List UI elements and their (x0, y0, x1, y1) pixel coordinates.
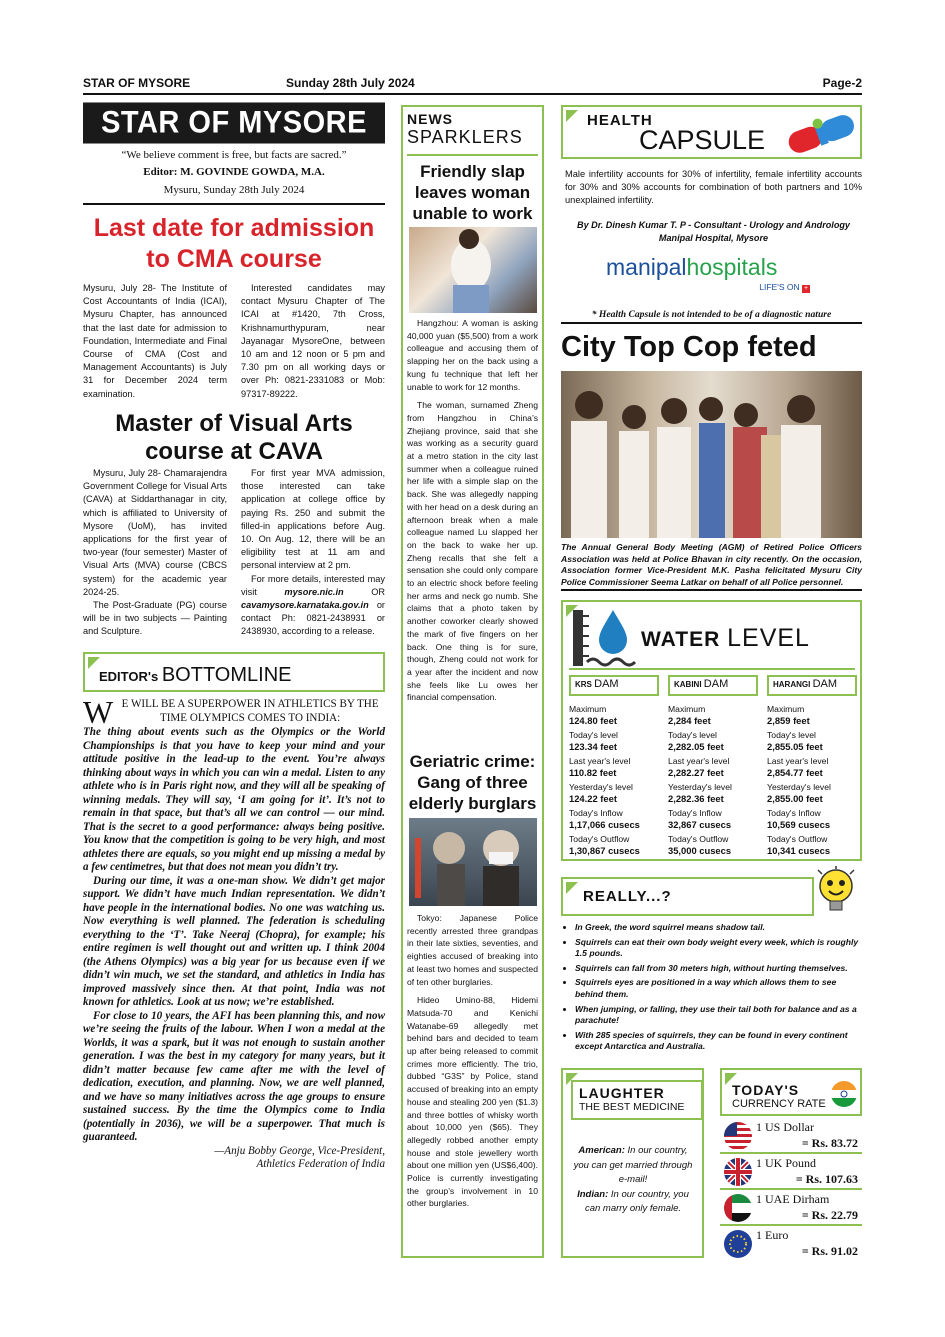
really-label: REALLY...? (583, 888, 672, 905)
really-banner (561, 877, 814, 916)
health-rule (561, 322, 862, 324)
dam-name-tag: HARANGI DAM (767, 675, 857, 696)
rate-value: = Rs. 91.02 (801, 1244, 858, 1258)
really-fact: • With 285 species of squirrels, they can be found in every continent except Antarctica and Australia. (575, 1030, 862, 1053)
top-cop-photo (561, 371, 862, 538)
cava-link-cavamysore[interactable]: cavamysore.karnataka.gov.in (241, 600, 369, 611)
sparklers-story1-headline: Friendly slap leaves woman unable to work (412, 162, 533, 223)
water-label: WATER LEVEL (641, 624, 810, 652)
currency-rates (720, 1120, 862, 1258)
sparklers-story1-body (407, 317, 538, 704)
laughter-joke: American: In our country, you can get married through e-mail! Indian: In our country, you can marry only female. (573, 1145, 693, 1214)
sparklers-story1-p1: Hangzhou: A woman is asking 40,000 yuan ($5,500) from a work colleague and accusing them of slapping her on the back using a kung fu technique that left her unable to work for 12 months. (407, 318, 538, 392)
health-capsule-banner (561, 105, 862, 159)
cava-headline (83, 410, 385, 466)
sparklers-story2-body (407, 912, 538, 1210)
rate-value: = Rs. 83.72 (801, 1136, 858, 1150)
rate-row-gbp (720, 1156, 862, 1190)
cava-col1-p2: The Post-Graduate (PG) course will be in two subjects — Painting and Sculpture. (83, 600, 227, 637)
rate-value: = Rs. 22.79 (801, 1208, 858, 1222)
cma-body-col2: Interested candidates may contact Mysuru Chapter of The ICAI at #1420, 7th Cross, Krishnamurthypuram, near Jayanagar MysoreOne, between 10 am and 12 noon or 5 pm and 7.30 pm on all working days or over Ph: 0821-2331083 or Mob: 97317-89222. (241, 283, 385, 399)
sparklers-story2-headline: Geriatric crime: Gang of three elderly burglars (408, 752, 537, 813)
banner-corner-icon (566, 882, 578, 894)
rate-row-aed (720, 1192, 862, 1226)
sparklers-story1-p2: The woman, surnamed Zheng from Hangzhou in China’s Zhejiang province, said that she was working as a security guard at a metro station in the city last summer when a colleague ruined her life with a simple slap on the back. She was allegedly napping with her head on a desk during an afternoon break when a male colleague named Lu slapped her on the back to wake her up. Zheng recalls that she felt a sensation she could only compare to an electric shock before feeling her arms and neck go numb. She claims that a photo taken by another coworker clearly showed the mark of five fingers on her back. One thing is for sure, though, Zheng could not work for a year after the incident and now she feels like Lu owes her financial compensation. (407, 400, 538, 703)
rate-unit: 1 UAE Dirham (756, 1192, 830, 1206)
page-header (83, 76, 862, 92)
health-disclaimer: * Health Capsule is not intended to be of a diagnostic nature (591, 309, 832, 320)
really-fact: • Squirrels can fall from 30 meters high, without hurting themselves. (575, 963, 862, 975)
dam-stats: Maximum 2,859 feet Today's level 2,855.05 feet Last year's level 2,854.77 feet Yesterday's level 2,855.00 feet Today's Inflow 10,569 cusecs Today's Outflow 10,341 cusecs (767, 704, 831, 856)
currency-label-2: CURRENCY RATE (732, 1098, 826, 1110)
masthead-motto: “We believe comment is free, but facts are sacred.” (121, 149, 347, 161)
rate-unit: 1 UK Pound (756, 1156, 817, 1170)
woman-back-image (409, 227, 537, 313)
water-drop-gauge-icon (569, 606, 641, 668)
dam-harangi (767, 675, 857, 856)
health-label-2: CAPSULE (639, 125, 766, 155)
rate-row-usd (720, 1120, 862, 1154)
uae-flag-icon (724, 1194, 752, 1222)
news-sparklers-label: NEWS SPARKLERS (407, 111, 523, 147)
laughter-box (561, 1068, 704, 1258)
sparklers-rule (407, 154, 538, 156)
sparklers-story2-p1: Tokyo: Japanese Police recently arrested three grandpas in their late sixties, seventies, and eighties accused of breaking into at least two homes and suspected of ten other burglaries. (407, 913, 538, 987)
cava-col2-p2: For more details, interested may visit mysore.nic.in OR cavamysore.karnataka.gov.in or contact Ph: 0821-2438931 or 2438930, according to a release. (241, 573, 385, 637)
cma-body-col1: Mysuru, July 28- The Institute of Cost Accountants of India (ICAI), Mysuru Chapter, has announced that the last date for admission to Foundation, Intermediate and Final Course of CMA (Cost and Management Accountants) is July 31 for December 2024 term examination. (83, 283, 227, 399)
currency-label-1: TODAY'S (732, 1082, 800, 1098)
cava-headline-line2: course at CAVA (145, 438, 323, 465)
rate-value: = Rs. 107.63 (795, 1172, 858, 1186)
dam-krs (569, 675, 659, 856)
currency-banner (720, 1068, 862, 1116)
manipal-tagline: LIFE'S ON + (759, 282, 809, 292)
editor-bottomline-credit2: Athletics Federation of India (256, 1158, 385, 1170)
cava-link-mysore-nic[interactable]: mysore.nic.in (284, 586, 344, 597)
really-facts-list (561, 922, 862, 1056)
slap-photo (409, 227, 537, 313)
cava-headline-line1: Master of Visual Arts (115, 410, 353, 437)
rate-unit: 1 Euro (756, 1228, 789, 1242)
editor-bottomline-p2: During our time, it was a one-man show. We didn’t get major support. We didn’t have much Indian representation. We didn’t have people in the international bodies. No one was watching us. Now everything is well planned. The federation is scheduling everything to the ‘T’. Take Neeraj (Chopra), for example; his entire regimen is well thought out and written up. I think 2004 (the Athens Olympics) was a big year for us because even if we didn’t win much, we set the standard, and athletics in India has improved massively since then. At that point, India was not known for athletics. Look at us now; we’re established. (83, 874, 385, 1008)
editor-bottomline-body (83, 694, 385, 1172)
header-page-number: Page-2 (822, 76, 862, 90)
dam-stats: Maximum 2,284 feet Today's level 2,282.05 feet Last year's level 2,282.27 feet Yesterday's level 2,282.36 feet Today's Inflow 32,867 cusecs Today's Outflow 35,000 cusecs (668, 704, 732, 856)
health-text: Male infertility accounts for 30% of infertility, female infertility accounts for 30% and 30% accounts for combination of both partners and 10% unexplained infertility. (565, 169, 862, 206)
rate-row-eur (720, 1228, 862, 1258)
uk-flag-icon (724, 1158, 752, 1186)
editor-bottomline-label: EDITOR's BOTTOMLINE (99, 664, 292, 686)
manipal-logo: manipalhospitals LIFE'S ON + (606, 254, 809, 292)
masthead-dateline: Mysuru, Sunday 28th July 2024 (163, 184, 305, 196)
cma-headline-line2: to CMA course (146, 245, 322, 273)
dropcap: W (83, 694, 114, 730)
really-fact: • When jumping, or falling, they use their tail both for balance and as a parachute! (575, 1004, 862, 1027)
health-label-1: HEALTH (587, 112, 653, 129)
editor-bottomline-p3: For close to 10 years, the AFI has been planning this, and now we’re seeing the fruits of the labour. When I won a medal at the Worlds, it was a spark, but it was not enough to sustain another generation. I was the best in my category for many years, but it didn’t matter because few came after me with the level of dedication, execution, and planning. Now, we are well planned, and we have so many initiatives across the age groups to ensure sustained success. By the time the Olympics come to India (potentially in 2036), we will be a superpower. That much is guaranteed. (83, 1009, 385, 1143)
editor-bottomline-banner (83, 652, 385, 692)
dam-stats: Maximum 124.80 feet Today's level 123.34 feet Last year's level 110.82 feet Yesterday's level 124.22 feet Today's Inflow 1,17,066 cusecs Today's Outflow 1,30,867 cusecs (569, 704, 640, 856)
health-byline: By Dr. Dinesh Kumar T. P - Consultant - Urology and Andrology Manipal Hospital, Mysore (577, 220, 850, 243)
usa-flag-icon (724, 1122, 752, 1150)
elderly-men-image (409, 818, 537, 906)
capsule-pill-icon (781, 109, 861, 157)
top-cop-rule (561, 589, 862, 591)
really-fact: • In Greek, the word squirrel means shadow tail. (575, 922, 862, 934)
header-date: Sunday 28th July 2024 (286, 76, 415, 90)
eu-flag-icon (724, 1230, 752, 1258)
editor-bottomline-lead: W E WILL BE A SUPERPOWER IN ATHLETICS BY THE TIME OLYMPICS COMES TO INDIA: (83, 694, 379, 730)
joke-speaker-indian: Indian: (577, 1188, 609, 1200)
cava-col2-p1: For first year MVA admission, those interested can take application at college office by paying Rs. 250 and submit the filled-in applications before Aug. 10. On Aug. 12, there will be an eligibility test at 11 am and personal interview at 2 pm. (241, 468, 385, 571)
editor-bottomline-credit1: —Anju Bobby George, Vice-President, (214, 1144, 385, 1157)
dam-name-tag: KRS DAM (569, 675, 659, 696)
water-rule (569, 668, 855, 670)
joke-speaker-american: American: (578, 1145, 625, 1156)
burglars-photo (409, 818, 537, 906)
masthead-rule (83, 203, 385, 205)
header-rule (83, 93, 862, 95)
sparklers-story2-p2: Hideo Umino-88, Hidemi Matsuda-70 and Kenichi Watanabe-69 allegedly met behind bars and decided to team up after being released to commit crimes more efficiently. The trio, dubbed “G3S” by Police, stand accused of breaking into an empty house and stealing 200 yen ($1.3) and three bottles of whisky worth about 10,000 yen ($65). They allegedly robbed another empty house and stole jewellery worth about one million yen (US$6,400). Police is currently investigating the group’s involvement in 10 other burglaries. (407, 995, 538, 1209)
top-cop-caption: The Annual General Body Meeting (AGM) of Retired Police Officers Association was held at Police Bhavan in city recently. On the occasion, Association former Vice-President M.K. Pasha felicitated Mysuru City Police Commissioner Seema Latkar on behalf of all Police personnel. (561, 542, 862, 587)
cava-col1-p1: Mysuru, July 28- Chamarajendra Government College for Visual Arts (CAVA) at Siddarthanagar in city, which is affiliated to University of Mysore (UoM), has invited applications for the first year of two-year (four semester) Master of Visual Arts (MVA) course (CBCS system) for the academic year 2024-25. (83, 468, 227, 597)
cma-headline-line1: Last date for admission (93, 214, 375, 242)
masthead-editor: Editor: M. GOVINDE GOWDA, M.A. (143, 166, 325, 178)
really-fact: • Squirrels can eat their own body weight every week, which is roughly 1.5 pounds. (575, 937, 862, 960)
cava-body-col2 (241, 467, 385, 639)
felicitation-group-image (561, 371, 862, 538)
banner-corner-icon (566, 110, 578, 122)
cma-headline (83, 213, 385, 275)
dam-name-tag: KABINI DAM (668, 675, 758, 696)
header-paper-name: STAR OF MYSORE (83, 76, 191, 90)
dam-kabini (668, 675, 758, 856)
laughter-label-box: LAUGHTER THE BEST MEDICINE (571, 1080, 703, 1120)
editor-bottomline-p1: The thing about events such as the Olympics or the World Championships is that you have to keep your mind and your attitude positive in the lead-up to the event. You’re always thinking about ways in which you can win a medal. Listen to any athlete who is in Paris right now, and they will all be speaking of winning medals. They will say, ‘I am going for it’. It’s not to remain in that space, but that’s all we can control — our mind. That is the secret to a good performance: always being positive. You know that the competition is going to be very high, and most athletes there are equals, so you might end up missing a medal by a few centimetres, but that does not mean you didn’t try. (83, 726, 385, 873)
rate-unit: 1 US Dollar (756, 1120, 814, 1134)
india-flag-icon (830, 1080, 858, 1108)
top-cop-headline: City Top Cop feted (561, 331, 817, 363)
lightbulb-emoji-icon (814, 866, 858, 916)
really-fact: • Squirrels eyes are positioned in a way which allows them to see behind them. (575, 977, 862, 1000)
plus-icon: + (803, 285, 809, 292)
masthead-logo: STAR OF MYSORE (83, 102, 385, 143)
cava-body-col1 (83, 467, 227, 639)
